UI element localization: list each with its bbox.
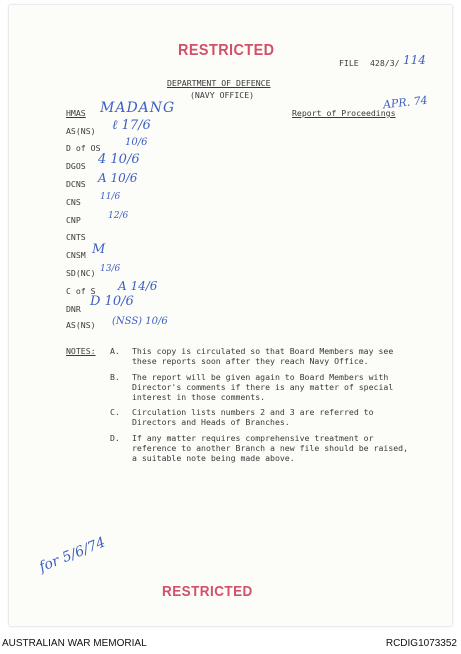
note-letter: A. xyxy=(110,346,120,356)
circulation-initials: M xyxy=(92,242,106,257)
note-text: Circulation lists numbers 2 and 3 are referred to Directors and Heads of Branches. xyxy=(132,407,374,427)
department-heading: DEPARTMENT OF DEFENCE xyxy=(167,78,271,88)
circulation-initials: 4 10/6 xyxy=(98,152,140,167)
circulation-code: C of S xyxy=(66,286,96,296)
circulation-initials: A 10/6 xyxy=(98,171,138,185)
circulation-initials: 10/6 xyxy=(125,137,148,148)
note-letter: C. xyxy=(110,407,120,417)
footer-source: AUSTRALIAN WAR MEMORIAL xyxy=(2,638,147,649)
hmas-label: HMAS xyxy=(66,108,86,118)
report-title: Report of Proceedings xyxy=(292,108,396,118)
ship-name-handwritten: MADANG xyxy=(100,100,176,116)
note-text: If any matter requires comprehensive treatment or reference to another Branch a new file should be raised, a suitable note being made above. xyxy=(132,433,409,463)
circulation-initials: A 14/6 xyxy=(118,279,158,293)
circulation-initials: 13/6 xyxy=(100,264,121,274)
circulation-initials: (NSS) 10/6 xyxy=(112,316,168,327)
footer-reference: RCDIG1073352 xyxy=(385,638,457,649)
restricted-stamp-bottom: RESTRICTED xyxy=(162,583,253,600)
circulation-code: CNS xyxy=(66,197,81,207)
circulation-code: CNP xyxy=(66,215,81,225)
circulation-initials: ℓ 17/6 xyxy=(112,118,151,133)
circulation-code: DCNS xyxy=(66,179,86,189)
file-number: 428/3/ xyxy=(370,58,400,68)
circulation-initials: 11/6 xyxy=(100,192,121,202)
date-handwritten: APR. 74 xyxy=(382,93,429,112)
note-letter: D. xyxy=(110,433,120,443)
circulation-initials: 12/6 xyxy=(108,211,129,221)
circulation-code: AS(NS) xyxy=(66,126,96,136)
handwritten-annotation: for 5/6/74 xyxy=(37,534,108,576)
circulation-code: DGOS xyxy=(66,161,86,171)
note-letter: B. xyxy=(110,372,120,382)
circulation-code: AS(NS) xyxy=(66,320,96,330)
note-text: The report will be given again to Board Members with Director's comments if there is any matter of special interest in those comments. xyxy=(132,372,394,402)
restricted-stamp-top: RESTRICTED xyxy=(178,42,275,59)
circulation-code: DNR xyxy=(66,304,81,314)
notes-label: NOTES: xyxy=(66,346,96,356)
file-suffix-handwritten: 114 xyxy=(403,53,426,67)
circulation-code: D of OS xyxy=(66,143,101,153)
note-text: This copy is circulated so that Board Members may see these reports soon after they reach Navy Office. xyxy=(132,346,394,366)
file-label: FILE xyxy=(339,58,359,68)
circulation-code: SD(NC) xyxy=(66,268,96,278)
circulation-initials: D 10/6 xyxy=(90,294,134,309)
circulation-code: CNSM xyxy=(66,250,86,260)
circulation-code: CNTS xyxy=(66,232,86,242)
office-subheading: (NAVY OFFICE) xyxy=(190,90,255,100)
